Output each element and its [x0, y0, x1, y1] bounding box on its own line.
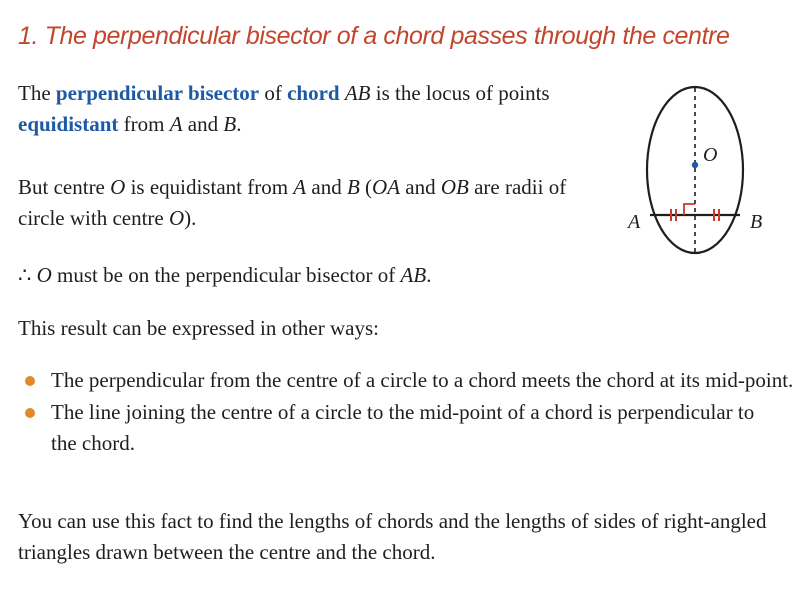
var-o: O	[169, 206, 185, 230]
var-oa: OA	[372, 175, 401, 199]
bullet-dot-icon	[25, 376, 35, 386]
list-item	[18, 397, 793, 459]
var-a: A	[169, 112, 183, 136]
centre-point	[692, 162, 698, 168]
var-ab: AB	[400, 263, 427, 287]
paragraph-other-ways: This result can be expressed in other ways:	[18, 316, 379, 340]
var-b: B	[223, 112, 237, 136]
therefore-symbol: ∴	[18, 263, 37, 287]
right-angle-marker	[684, 204, 695, 215]
text: (	[359, 175, 373, 199]
var-o: O	[36, 263, 52, 287]
term-equidistant: equidistant	[18, 112, 119, 136]
paragraph-locus	[18, 78, 550, 140]
term-chord: chord	[287, 81, 340, 105]
var-b: B	[346, 175, 360, 199]
bullet-dot-icon	[25, 408, 35, 418]
paragraph-application	[18, 506, 766, 568]
text: ).	[184, 206, 197, 230]
term-perpendicular-bisector: perpendicular bisector	[55, 81, 260, 105]
list-item-text: The perpendicular from the centre of a circle to a chord meets the chord at its mid-point.	[51, 368, 794, 392]
var-ab: AB	[344, 81, 371, 105]
section-heading: 1. The perpendicular bisector of a chord passes through the centre	[18, 22, 730, 50]
paragraph-conclusion	[18, 260, 431, 291]
text: is the locus of points	[370, 81, 550, 105]
var-a: A	[293, 175, 307, 199]
text: of	[259, 81, 288, 105]
var-o: O	[110, 175, 126, 199]
text: and	[182, 112, 224, 136]
text: must be on the perpendicular bisector of	[51, 263, 401, 287]
text: and	[400, 175, 441, 199]
paragraph-centre-equidistant	[18, 172, 566, 234]
var-ob: OB	[440, 175, 469, 199]
text: .	[426, 263, 432, 287]
text: from	[118, 112, 170, 136]
text: circle with centre	[18, 206, 169, 230]
text: is equidistant from	[125, 175, 294, 199]
text: But centre	[18, 175, 111, 199]
text: The	[18, 81, 56, 105]
text: and	[306, 175, 347, 199]
label-o: O	[703, 144, 718, 166]
result-list	[18, 365, 793, 459]
text: triangles drawn between the centre and the chord.	[18, 540, 436, 564]
label-b: B	[750, 211, 763, 233]
circle-chord-diagram	[610, 78, 775, 263]
label-a: A	[628, 211, 641, 233]
text: You can use this fact to find the lengths of chords and the lengths of sides of right-angled	[18, 509, 767, 533]
text: .	[236, 112, 242, 136]
list-item-text: The line joining the centre of a circle to the mid-point of a chord is perpendicular to	[51, 400, 755, 424]
list-item-text: the chord.	[51, 431, 135, 455]
list-item	[18, 365, 793, 396]
text: are radii of	[468, 175, 567, 199]
